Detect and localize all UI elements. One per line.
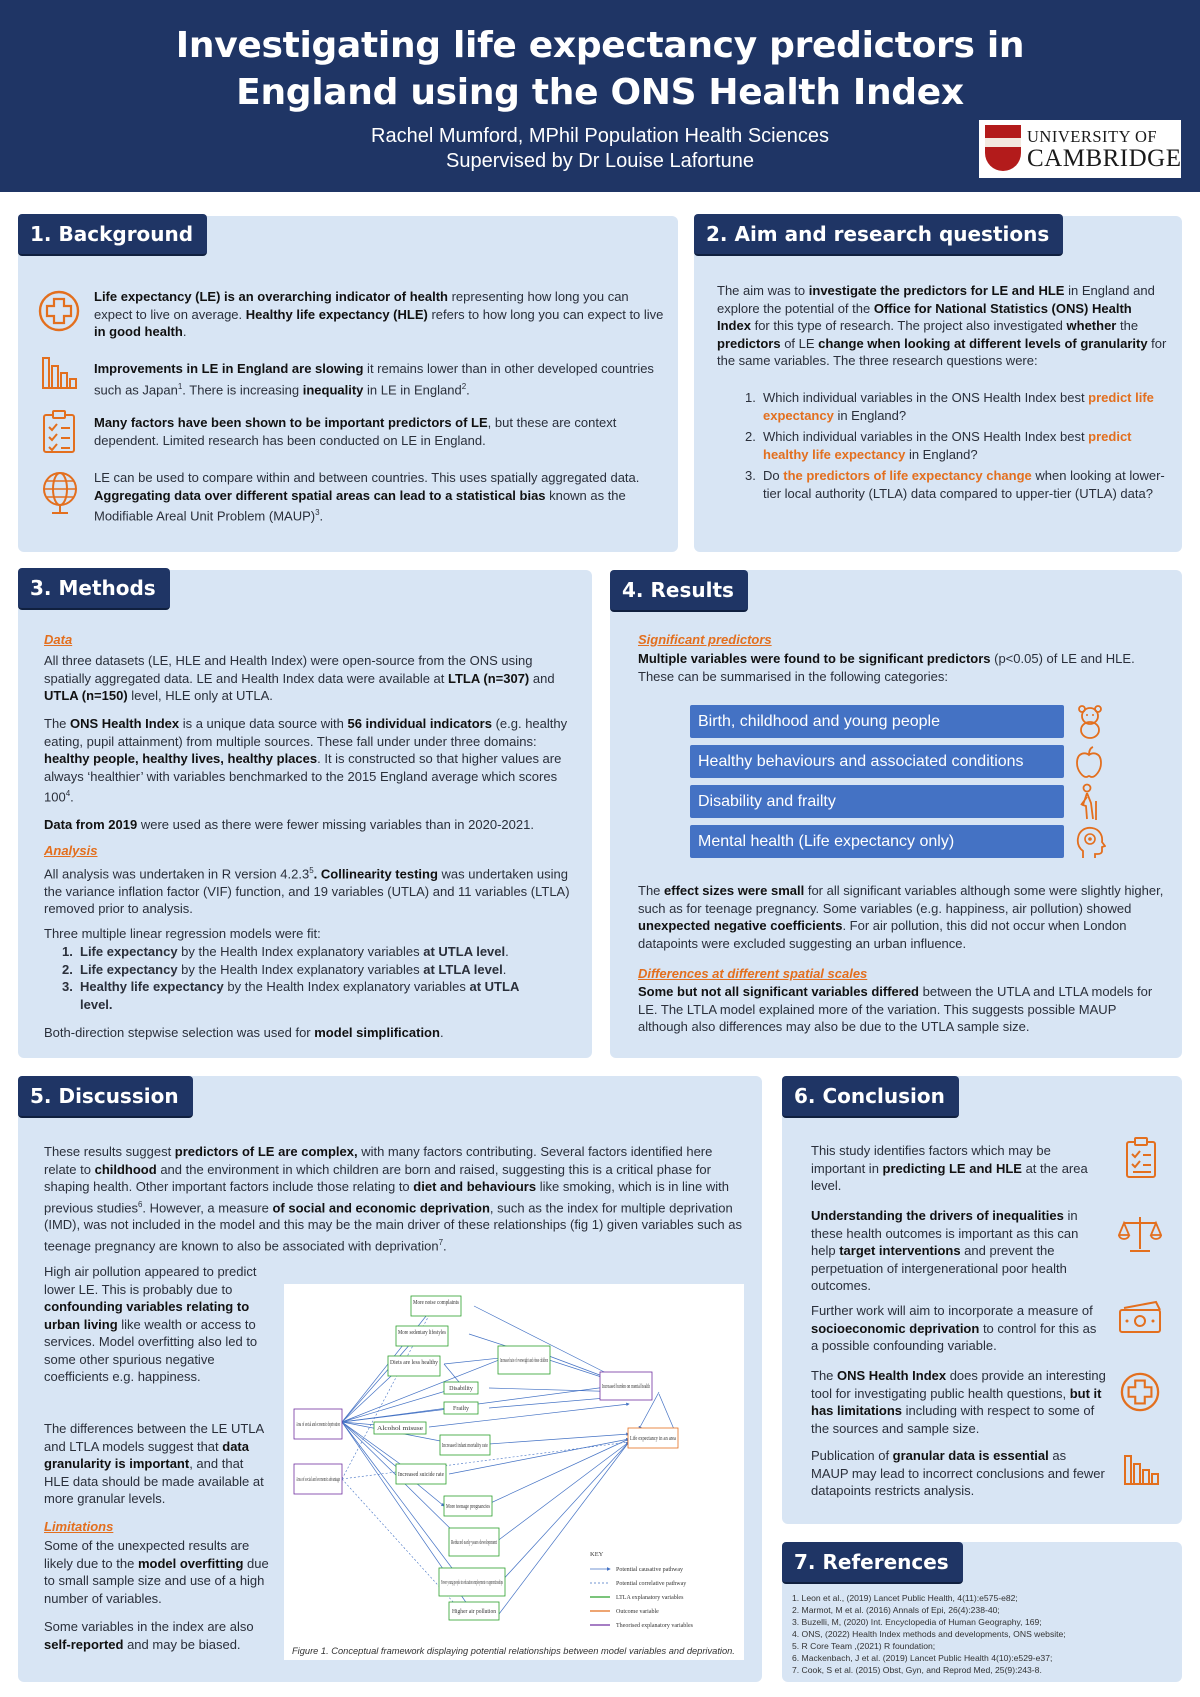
methods-analysis-paragraph-1: All analysis was undertaken in R version 4.2.3$^5$. Collinearity testing was undertaken using the variance inflation factor (VIF) function, and 19 variables (UTLA) and 11 variables (LTLA) removed prior to analysis. — [44, 866, 570, 917]
data-subheading: Data — [44, 632, 73, 647]
significant-predictors-subheading: Significant predictors — [638, 632, 772, 647]
svg-text:Potential correlative pathway: Potential correlative pathway — [616, 1581, 687, 1587]
node-disability: Disability — [449, 1386, 473, 1392]
node-air-pollution: Higher air pollution — [452, 1609, 496, 1615]
conclusion-paragraph-3: Further work will aim to incorporate a measure of socioeconomic deprivation to control for this as a possible confounding variable. — [811, 1303, 1097, 1353]
reference-item: 1. Leon et al., (2019) Lancet Public Health, 4(11):e575-e82; — [792, 1593, 1018, 1603]
node-sedentary: More sedentary lifestyles — [398, 1330, 459, 1336]
limitations-subheading: Limitations — [44, 1519, 114, 1534]
node-frailty: Frailty — [453, 1406, 469, 1412]
conclusion-paragraph-2: Understanding the drivers of inequalities in these health outcomes is important as this can help target interventions and prevent the perpetuation of intergenerational poor health outcomes. — [811, 1208, 1079, 1293]
crest-icon — [985, 125, 1021, 171]
research-question-1: 1. Which individual variables in the ONS Health Index best predict life expectancy in England? — [745, 390, 1154, 423]
apple-icon — [1074, 745, 1104, 779]
background-paragraph-2: Improvements in LE in England are slowing it remains lower than in other developed countries such as Japan$^1$. There is increasing inequality in LE in England$^2$. — [94, 361, 654, 397]
node-infant: Increased infant mortality rate — [442, 1443, 515, 1449]
discussion-paragraph-1: These results suggest predictors of LE are complex, with many factors contributing. Several factors identified here relate to childhood and the environment in which children are born and raised, suggesting this is a critical phase for shaping health. Other important factors include those relating to diet and behaviours like smoking, which is in line with previous studies$^6$. However, a measure of social and economic deprivation, such as the index for multiple deprivation (IMD), was not included in the model and this may be the main driver of these relationships (fig 1) given variables such as teenage pregnancy are known to also be associated with deprivation$^7$. — [44, 1144, 743, 1254]
declining-bar-chart-icon — [40, 354, 78, 390]
clipboard-icon — [1124, 1137, 1158, 1179]
reference-item: 5. R Core Team ,(2021) R foundation; — [792, 1641, 936, 1651]
section-title-discussion: 5. Discussion — [18, 1076, 193, 1118]
results-paragraph-3: Some but not all significant variables differed between the UTLA and LTLA models for LE. The LTLA model explained more of the variation. This suggests possible MAUP although also differences may also be due to the UTLA sample size. — [638, 984, 1153, 1034]
aim-intro: The aim was to investigate the predictors for LE and HLE in England and explore the potential of the Office for National Statistics (ONS) Health Index for this type of research. The project also investigated whether the predictors of LE change when looking at different levels of granularity for the same variables. The three research questions were: — [717, 283, 1167, 368]
model-1: 1. Life expectancy by the Health Index explanatory variables at UTLA level. — [62, 944, 509, 959]
node-teenage: More teenage pregnancies — [446, 1504, 491, 1510]
discussion-paragraph-4: Some of the unexpected results are likely due to the model overfitting due to small sample size and use of a high number of variables. — [44, 1538, 269, 1606]
figure-key — [590, 1551, 694, 1629]
reference-item: 4. ONS, (2022) Health Index methods and developments, ONS website; — [792, 1629, 1066, 1639]
research-questions — [745, 389, 1165, 502]
figure-caption: Figure 1. Conceptual framework displaying potential relationships between model variables and deprivation. — [292, 1646, 735, 1656]
reference-item: 3. Buzelli, M, (2020) Int. Encyclopedia of Human Geography, 169; — [792, 1617, 1042, 1627]
node-early-years: Reduced early years development — [451, 1540, 498, 1546]
money-icon — [1118, 1300, 1164, 1334]
node-advantage: Area of social and economic advantage — [296, 1477, 391, 1483]
research-question-3: 3. Do the predictors of life expectancy change when looking at lower-tier local authority (LTLA) data compared to upper-tier (UTLA) data? — [745, 468, 1165, 501]
node-neet: Fewer young people in education employment or apprenticeships — [441, 1580, 504, 1586]
svg-text:KEY: KEY — [590, 1551, 604, 1558]
conclusion-paragraph-4: The ONS Health Index does provide an interesting tool for investigating public health questions, but it has limitations including with respect to some of the sources and sample size. — [811, 1368, 1106, 1436]
section-title-aim: 2. Aim and research questions — [694, 214, 1063, 256]
reference-item: 6. Mackenbach, J et al. (2019) Lancet Public Health 4(10):e529-e37; — [792, 1653, 1053, 1663]
methods-data-paragraph-1: All three datasets (LE, HLE and Health Index) were open-source from the ONS using spatially aggregated data. LE and Health Index data were available at LTLA (n=307) and UTLA (n=150) level, HLE only at UTLA. — [44, 653, 555, 703]
section-title-methods: 3. Methods — [18, 568, 170, 610]
reference-item: 7. Cook, S et al. (2015) Obst, Gyn, and Reprod Med, 25(9):243-8. — [792, 1665, 1042, 1675]
methods-data-paragraph-3: Data from 2019 were used as there were fewer missing variables than in 2020-2021. — [44, 817, 534, 832]
methods-data-paragraph-2: The ONS Health Index is a unique data source with 56 individual indicators (e.g. healthy eating, pupil attainment) from multiple sources. These fall under under three domains: healthy people, healthy lives, healthy places. It is constructed so that higher values are always ‘healthier’ with variables benchmarked to the 2015 England average which scores $100^4$. — [44, 716, 568, 805]
node-life-expectancy: Life expectancy in an area — [630, 1436, 694, 1442]
model-3: 3. Healthy life expectancy by the Health Index explanatory variables at UTLA level. — [62, 979, 519, 1012]
bar-chart-icon — [1122, 1450, 1160, 1486]
scales-icon — [1118, 1213, 1162, 1253]
section-title-references: 7. References — [782, 1542, 963, 1584]
background-paragraph-3: Many factors have been shown to be important predictors of LE, but these are context dependent. Limited research has been conducted on LE in England. — [94, 415, 617, 448]
methods-analysis-paragraph-3: Both-direction stepwise selection was used for model simplification. — [44, 1025, 444, 1040]
regression-models — [62, 943, 562, 1013]
node-deprivation: Area of social and economic deprivation — [296, 1422, 394, 1428]
category-disability-frailty: Disability and frailty — [690, 785, 1064, 818]
medical-cross-icon — [38, 290, 80, 332]
analysis-subheading: Analysis — [44, 843, 98, 858]
discussion-paragraph-2: High air pollution appeared to predict lower LE. This is probably due to confounding variables relating to urban living like wealth or access to services. Model overfitting also led to some other spurious negative coefficients e.g. happiness. — [44, 1264, 258, 1384]
poster-header — [0, 0, 1200, 192]
svg-text:Outcome variable: Outcome variable — [616, 1609, 659, 1615]
research-question-2: 2. Which individual variables in the ONS Health Index best predict healthy life expectancy in England? — [745, 429, 1132, 462]
background-paragraph-1: Life expectancy (LE) is an overarching indicator of health representing how long you can expect to live on average. Healthy life expectancy (HLE) refers to how long you can expect to live in good health. — [94, 289, 664, 339]
reference-item: 2. Marmot, M et al. (2016) Annals of Epi, 26(4):238-40; — [792, 1605, 1000, 1615]
results-paragraph-2: The effect sizes were small for all significant variables although some were slightly higher, such as for teenage pregnancy. Some variables (e.g. happiness, air pollution) showed unexpected negative coefficients. For air pollution, this did not occur when London datapoints were excluded suggesting an urban influence. — [638, 883, 1164, 951]
globe-icon — [40, 470, 80, 516]
svg-text:LTLA explanatory variables: LTLA explanatory variables — [616, 1595, 684, 1601]
clipboard-checklist-icon — [41, 410, 77, 454]
poster-title: Investigating life expectancy predictors in England using the ONS Health Index — [175, 25, 1025, 113]
node-mental-health: Increased burden on mental health — [602, 1384, 650, 1390]
discussion-paragraph-5: Some variables in the index are also self-reported and may be biased. — [44, 1619, 254, 1652]
methods-analysis-paragraph-2: Three multiple linear regression models were fit: — [44, 926, 321, 941]
node-more-noise: More noise complaints — [413, 1300, 460, 1306]
supervisor-line: Supervised by Dr Louise Lafortune — [446, 150, 754, 172]
university-logo: UNIVERSITY OF CAMBRIDGE — [979, 120, 1181, 178]
section-title-results: 4. Results — [610, 570, 748, 612]
category-birth-childhood: Birth, childhood and young people — [690, 705, 1064, 738]
results-paragraph-1: Multiple variables were found to be significant predictors (p<0.05) of LE and HLE. These can be summarised in the following categories: — [638, 651, 1135, 684]
node-suicide: Increased suicide rate — [398, 1472, 445, 1478]
discussion-paragraph-3: The differences between the LE UTLA and LTLA models suggest that data granularity is important, and that HLE data should be made available at more granular levels. — [44, 1421, 264, 1506]
medical-cross-icon — [1120, 1372, 1160, 1412]
spatial-scales-subheading: Differences at different spatial scales — [638, 966, 868, 981]
node-alcohol: Alcohol misuse — [377, 1426, 424, 1432]
conceptual-framework-figure — [284, 1284, 744, 1660]
category-healthy-behaviours: Healthy behaviours and associated conditions — [690, 745, 1064, 778]
background-paragraph-4: LE can be used to compare within and between countries. This uses spatially aggregated data. Aggregating data over different spatial areas can lead to a statistical bias known as the Modifiable Areal Unit Problem (MAUP)$^3$. — [94, 470, 640, 524]
svg-text:Theorised explanatory variable: Theorised explanatory variables — [616, 1623, 693, 1629]
conclusion-paragraph-5: Publication of granular data is essential as MAUP may lead to incorrect conclusions and fewer datapoints restricts analysis. — [811, 1448, 1105, 1498]
author-line: Rachel Mumford, MPhil Population Health Sciences — [371, 125, 829, 147]
elderly-person-icon — [1076, 783, 1102, 821]
svg-text:Potential causative pathway: Potential causative pathway — [616, 1567, 683, 1573]
category-mental-health: Mental health (Life expectancy only) — [690, 825, 1064, 858]
section-title-background: 1. Background — [18, 214, 207, 256]
model-2: 2. Life expectancy by the Health Index explanatory variables at LTLA level. — [62, 961, 507, 977]
conclusion-paragraph-1: This study identifies factors which may be important in predicting LE and HLE at the area level. — [811, 1143, 1088, 1193]
head-mental-health-icon — [1074, 825, 1106, 859]
teddy-bear-icon — [1074, 705, 1106, 739]
section-title-conclusion: 6. Conclusion — [782, 1076, 959, 1118]
node-overweight: Increased rate of overweight and obese children — [500, 1358, 615, 1364]
node-diets: Diets are less healthy — [390, 1360, 438, 1366]
